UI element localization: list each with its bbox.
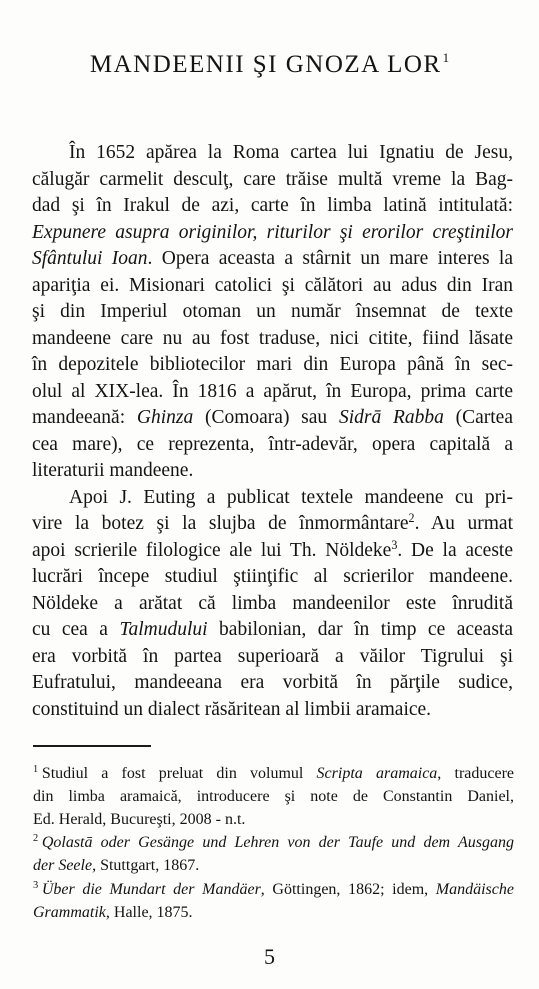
text-run: călugăr carmelit desculţ, care trăise multă vreme la Bag- bbox=[32, 168, 513, 190]
text-run: mandeeană: bbox=[32, 407, 137, 428]
text-run: cu cea a bbox=[32, 619, 120, 640]
italic-text: der Seele bbox=[33, 857, 93, 875]
italic-text: Sfântului Ioan bbox=[32, 248, 148, 269]
chapter-title bbox=[0, 48, 539, 82]
text-run: , traducere bbox=[437, 765, 514, 782]
text-line bbox=[32, 352, 513, 379]
body-text bbox=[32, 140, 513, 723]
text-run: apoi scrierile filologice ale lui Th. Nöldeke bbox=[32, 539, 392, 561]
text-run: În 1652 apărea la Roma cartea lui Ignatiu de Jesu, bbox=[69, 142, 513, 163]
text-line bbox=[32, 167, 513, 194]
footnote-marker: 1 bbox=[33, 763, 39, 775]
title-footnote-reference: 1 bbox=[442, 50, 450, 66]
italic-text: Sidrā Rabba bbox=[338, 407, 444, 428]
text-line bbox=[32, 458, 513, 485]
text-run: literaturii mandeene. bbox=[32, 460, 194, 481]
text-line bbox=[32, 485, 513, 512]
text-line bbox=[32, 617, 513, 644]
italic-text: Qolastā oder Gesänge und Lehren von der Taufe und dem Ausgang bbox=[41, 834, 514, 852]
text-line bbox=[32, 379, 513, 406]
text-run: . De la aceste bbox=[397, 539, 513, 561]
text-run: babilonian, dar în timp ce aceasta bbox=[207, 619, 513, 640]
footnotes bbox=[33, 763, 514, 925]
text-run: era vorbită în partea superioară a văilor Tigrului şi bbox=[32, 645, 513, 667]
footnote-line bbox=[33, 832, 514, 855]
italic-text: Scripta aramaica bbox=[316, 765, 438, 782]
chapter-title-text: MANDEENII ŞI GNOZA LOR bbox=[89, 51, 442, 78]
text-line bbox=[32, 220, 513, 247]
text-run: vire la botez şi la slujba de înmormântare bbox=[32, 513, 409, 534]
text-run: în depozitele bibliotecilor mari din Europa până în sec- bbox=[32, 354, 513, 375]
paragraph bbox=[32, 140, 513, 485]
text-run: . Opera aceasta a stârnit un mare interes la bbox=[147, 248, 513, 269]
text-line bbox=[32, 246, 513, 273]
text-run: , Halle, 1875. bbox=[105, 903, 193, 921]
italic-text: Mandäische bbox=[435, 880, 514, 898]
text-line bbox=[32, 538, 513, 565]
text-run: din limba aramaică, introducere şi note de Constantin Daniel, bbox=[33, 787, 514, 805]
text-run: . Au urmat bbox=[414, 513, 513, 534]
footnote-line bbox=[33, 786, 514, 809]
footnote-separator bbox=[33, 745, 151, 747]
footnote-line bbox=[33, 879, 514, 902]
text-run: Ed. Herald, Bucureşti, 2008 - n.t. bbox=[33, 810, 246, 828]
text-run: dad şi în Irakul de azi, carte în limba latină intitulată: bbox=[32, 195, 513, 216]
footnote bbox=[33, 832, 514, 878]
text-line bbox=[32, 697, 513, 724]
text-run: olul al XIX-lea. În 1816 a apărut, în Europa, prima carte bbox=[32, 380, 513, 402]
text-line bbox=[32, 405, 513, 432]
footnote-reference: 3 bbox=[391, 537, 398, 552]
text-line bbox=[32, 432, 513, 459]
text-line bbox=[32, 670, 513, 697]
text-run: (Cartea bbox=[443, 407, 513, 428]
text-run: şi din Imperiul otoman un număr însemnat de texte bbox=[32, 301, 513, 322]
text-run: lucrări începe studiul ştiinţific al scrierilor mandeene. bbox=[32, 566, 513, 587]
text-run: apariţia ei. Misionari catolici şi călători au adus din Iran bbox=[32, 274, 513, 296]
text-run: Nöldeke a arătat că limba mandeenilor este înrudită bbox=[32, 592, 513, 614]
footnote-reference: 2 bbox=[408, 511, 415, 526]
page-number: 5 bbox=[264, 944, 275, 969]
paragraph bbox=[32, 485, 513, 724]
text-line bbox=[32, 326, 513, 353]
text-run: , Stuttgart, 1867. bbox=[92, 857, 200, 875]
italic-text: Grammatik bbox=[33, 903, 106, 921]
text-line bbox=[32, 591, 513, 618]
text-line bbox=[32, 299, 513, 326]
text-line bbox=[32, 511, 513, 538]
footnote-line bbox=[33, 855, 514, 878]
text-run: Apoi J. Euting a publicat textele mandeene cu pri- bbox=[69, 486, 513, 508]
text-line bbox=[32, 140, 513, 167]
footnote-marker: 3 bbox=[33, 879, 39, 891]
italic-text: Über die Mundart der Mandäer bbox=[41, 880, 261, 898]
footnote-marker: 2 bbox=[33, 833, 39, 845]
text-line bbox=[32, 564, 513, 591]
text-run: , Göttingen, 1862; idem, bbox=[260, 880, 436, 898]
italic-text: Talmudului bbox=[119, 619, 208, 640]
footnote bbox=[33, 879, 514, 925]
italic-text: Expunere asupra originilor, riturilor şi erorilor creştinilor bbox=[32, 221, 513, 243]
text-run: Studiul a fost preluat din volumul bbox=[41, 765, 317, 782]
text-line bbox=[32, 644, 513, 671]
footnote-line bbox=[33, 763, 514, 786]
text-run: (Comoara) sau bbox=[193, 407, 339, 428]
footnote-line bbox=[33, 809, 514, 832]
text-line bbox=[32, 273, 513, 300]
footnote bbox=[33, 763, 514, 831]
text-run: constituind un dialect răsăritean al limbii aramaice. bbox=[32, 698, 432, 720]
text-run: Eufratului, mandeeana era vorbită în părţile sudice, bbox=[32, 672, 513, 693]
footnote-line bbox=[33, 902, 514, 925]
text-run: cea mare), ce reprezenta, într-adevăr, opera capitală a bbox=[32, 433, 513, 455]
text-line bbox=[32, 193, 513, 220]
text-run: mandeene care nu au fost traduse, nici citite, fiind lăsate bbox=[32, 327, 513, 349]
italic-text: Ghinza bbox=[136, 407, 194, 428]
